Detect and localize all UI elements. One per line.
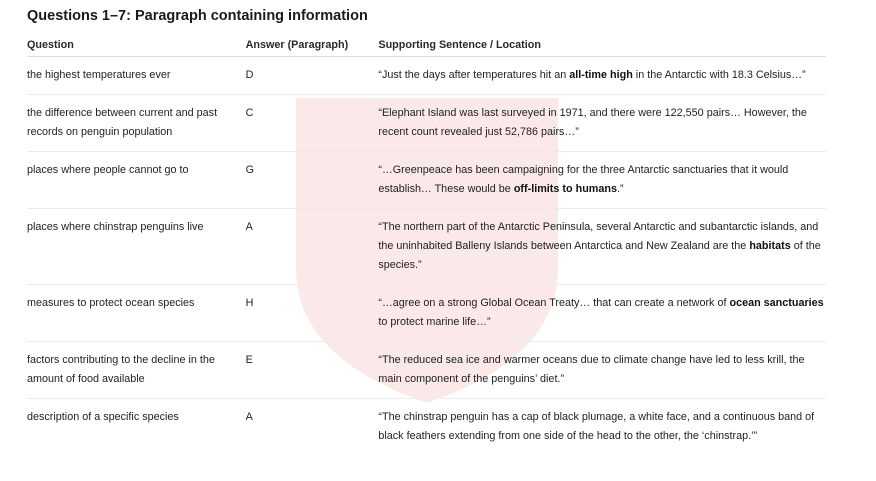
question-cell: factors contributing to the decline in the amount of food available <box>27 342 246 399</box>
quote-text: “…agree on a strong Global Ocean Treaty… that can create a network of <box>378 297 730 309</box>
table-row <box>27 209 826 285</box>
question-cell: description of a specific species <box>27 411 179 423</box>
highlighted-phrase: ocean sanctuaries <box>729 297 824 309</box>
quote-text: “Just the days after temperatures hit an <box>378 69 570 81</box>
table-row <box>27 95 826 152</box>
table-row <box>27 57 826 95</box>
answer-cell: D <box>246 57 379 95</box>
quote-text: in the Antarctic with 18.3 Celsius…” <box>632 69 806 81</box>
quote-text: “The northern part of the Antarctic Peninsula, several Antarctic and subantarctic islands, and the uninhabited Balleny Islands between Antarctica and New Zealand are the <box>378 221 819 252</box>
answer-cell: C <box>246 95 379 152</box>
answer-cell: E <box>246 342 379 399</box>
column-header-answer: Answer (Paragraph) <box>246 34 379 57</box>
question-cell: measures to protect ocean species <box>27 285 246 342</box>
support-cell <box>378 342 826 399</box>
support-cell <box>378 57 826 95</box>
question-cell: places where people cannot go to <box>27 152 246 209</box>
support-cell <box>378 152 826 209</box>
quote-text: to protect marine life…” <box>378 316 491 328</box>
support-cell <box>378 399 826 456</box>
question-cell: the difference between current and past records on penguin population <box>27 95 246 152</box>
table-row <box>27 399 826 456</box>
column-header-support: Supporting Sentence / Location <box>378 34 826 57</box>
answers-table <box>27 34 826 455</box>
question-cell: the highest temperatures ever <box>27 57 246 95</box>
column-header-question: Question <box>27 34 246 57</box>
support-cell <box>378 95 826 152</box>
highlighted-phrase: off-limits to humans <box>513 183 617 195</box>
answer-cell: G <box>246 152 379 209</box>
quote-text: .” <box>617 183 624 195</box>
section-title: Questions 1–7: Paragraph containing information <box>27 8 368 24</box>
support-cell <box>378 209 826 285</box>
question-cell: places where chinstrap penguins live <box>27 209 246 285</box>
table-row <box>27 285 826 342</box>
answer-cell: A <box>245 411 253 423</box>
answer-cell: H <box>246 285 379 342</box>
quote-text: “The reduced sea ice and warmer oceans due to climate change have led to less krill, the main component of the penguins’ diet.” <box>378 354 805 385</box>
highlighted-phrase: all-time high <box>569 69 633 81</box>
quote-text: “Elephant Island was last surveyed in 1971, and there were 122,550 pairs… However, the recent count revealed just 52,786 pairs…” <box>378 107 807 138</box>
support-cell <box>378 285 826 342</box>
highlighted-phrase: habitats <box>749 240 791 252</box>
table-header-row <box>27 34 826 57</box>
quote-text: “…Greenpeace has been campaigning for the three Antarctic sanctuaries that it would establish… These would be <box>378 164 789 195</box>
answer-cell: A <box>246 209 379 285</box>
table-row <box>27 152 826 209</box>
table-row <box>27 342 826 399</box>
quote-text: “The chinstrap penguin has a cap of black plumage, a white face, and a continuous band of black feathers extending from one side of the head to the other, the ‘chinstrap.’” <box>378 411 815 442</box>
quote-text: of the species.” <box>378 240 821 271</box>
